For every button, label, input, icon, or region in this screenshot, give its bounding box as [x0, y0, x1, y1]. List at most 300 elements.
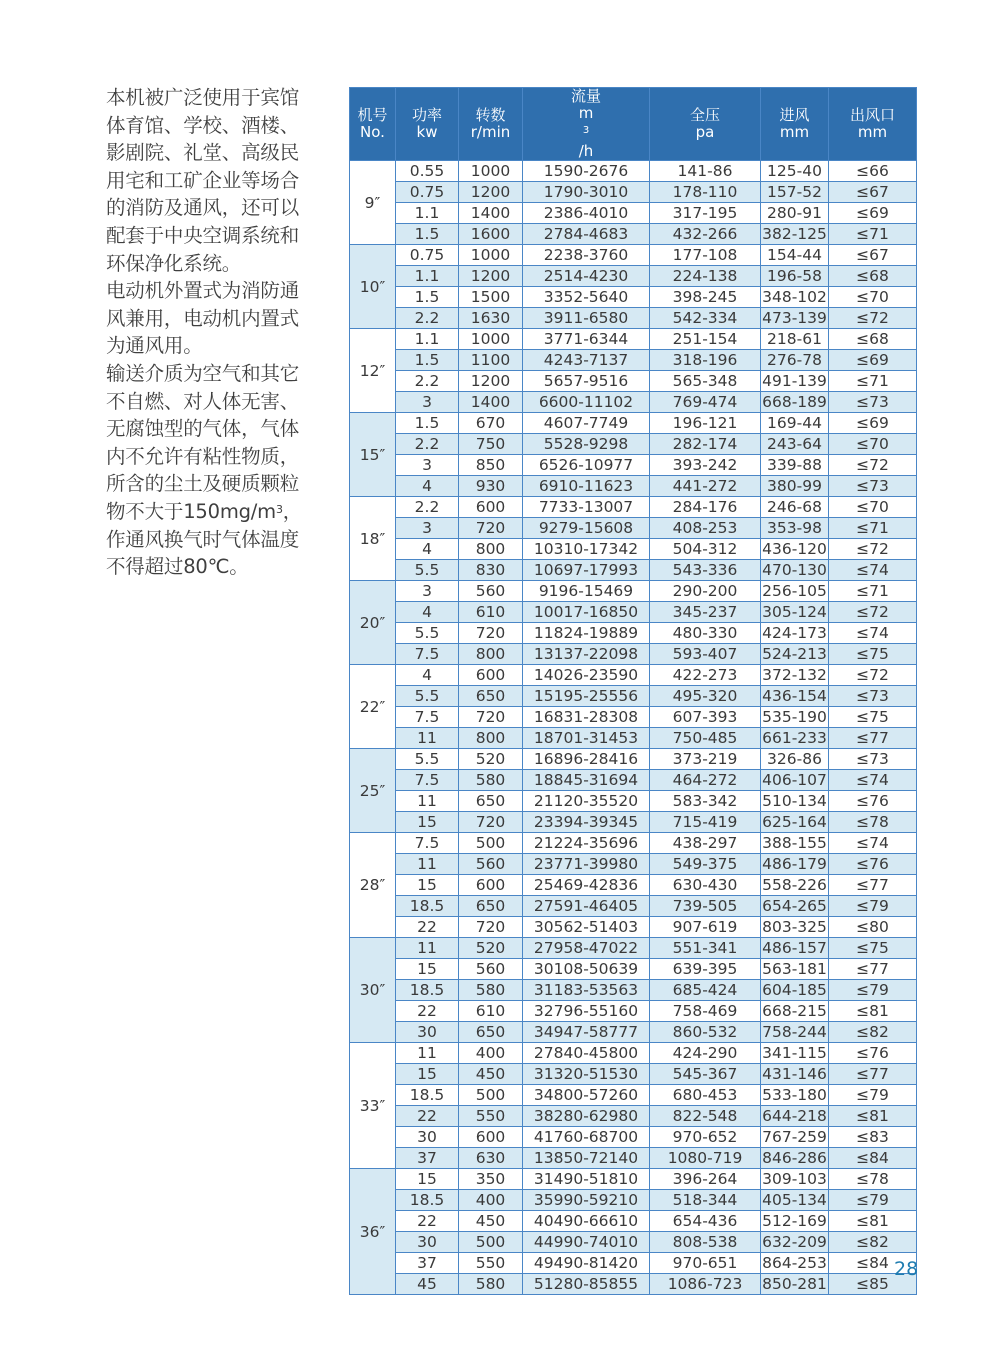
- outlet-cell: ≤68: [829, 266, 917, 287]
- inlet-cell: 767-259: [762, 1128, 827, 1146]
- power-cell: 7.5: [396, 770, 459, 791]
- flow-cell: 49490-81420: [523, 1253, 650, 1274]
- pressure-cell: 750-485: [650, 728, 761, 749]
- power-cell: 15: [396, 812, 459, 833]
- table-row: [350, 203, 917, 224]
- power-cell: 18.5: [396, 1190, 459, 1211]
- table-row: [350, 287, 917, 308]
- pressure-cell: 549-375: [650, 854, 761, 875]
- inlet-cell: 661-233: [762, 729, 827, 747]
- intro-paragraph-motor: 电动机外置式为消防通风兼用，电动机内置式为通风用。: [106, 279, 300, 358]
- flow-cell: 23394-39345: [523, 812, 650, 833]
- table-row: [350, 959, 917, 980]
- power-cell: 18.5: [396, 896, 459, 917]
- table-row: [350, 1043, 917, 1064]
- outlet-cell: ≤83: [829, 1127, 917, 1148]
- power-cell: 3: [396, 392, 459, 413]
- pressure-cell: 630-430: [650, 875, 761, 896]
- pressure-cell: 441-272: [650, 476, 761, 497]
- power-cell: 5.5: [396, 623, 459, 644]
- pressure-cell: 970-652: [650, 1127, 761, 1148]
- inlet-cell: 309-103: [762, 1170, 827, 1188]
- outlet-cell: ≤71: [829, 518, 917, 539]
- outlet-cell: ≤74: [829, 770, 917, 791]
- outlet-cell: ≤73: [829, 476, 917, 497]
- outlet-cell: ≤81: [829, 1211, 917, 1232]
- table-row: [350, 497, 917, 518]
- power-cell: 18.5: [396, 1085, 459, 1106]
- power-cell: 3: [396, 455, 459, 476]
- inlet-cell: 846-286: [762, 1149, 827, 1167]
- power-cell: 18.5: [396, 980, 459, 1001]
- speed-cell: 800: [459, 728, 523, 749]
- table-row: [350, 476, 917, 497]
- pressure-cell: 583-342: [650, 791, 761, 812]
- inlet-cell: 436-154: [762, 687, 827, 705]
- outlet-cell: ≤82: [829, 1232, 917, 1253]
- inlet-cell: 372-132: [762, 666, 827, 684]
- table-row: [350, 623, 917, 644]
- pressure-cell: 282-174: [650, 434, 761, 455]
- power-cell: 3: [396, 518, 459, 539]
- model-number-cell: 18″: [350, 497, 396, 581]
- page-number: 28: [894, 1258, 919, 1280]
- power-cell: 22: [396, 1001, 459, 1022]
- inlet-cell: 431-146: [762, 1065, 827, 1083]
- power-cell: 22: [396, 1211, 459, 1232]
- inlet-cell: 803-325: [762, 918, 827, 936]
- power-cell: 11: [396, 854, 459, 875]
- speed-cell: 560: [459, 854, 523, 875]
- power-cell: 4: [396, 476, 459, 497]
- inlet-cell: 382-125: [762, 225, 827, 243]
- header-label: 进风: [779, 106, 810, 124]
- inlet-cell: 276-78: [761, 350, 829, 371]
- power-cell: 7.5: [396, 833, 459, 854]
- inlet-cell: 473-139: [762, 309, 827, 327]
- pressure-cell: 141-86: [650, 161, 761, 182]
- power-cell: 30: [396, 1022, 459, 1043]
- flow-cell: 7733-13007: [523, 497, 650, 518]
- speed-cell: 600: [459, 875, 523, 896]
- speed-cell: 580: [459, 980, 523, 1001]
- pressure-cell: 565-348: [650, 371, 761, 392]
- table-row: [350, 1232, 917, 1253]
- model-number-cell: 15″: [350, 413, 396, 497]
- table-row: [350, 161, 917, 182]
- speed-cell: 800: [459, 539, 523, 560]
- model-number-cell: 20″: [350, 581, 396, 665]
- power-cell: 4: [396, 602, 459, 623]
- model-number-cell: 9″: [350, 161, 396, 245]
- inlet-cell: 524-213: [762, 645, 827, 663]
- flow-cell: 32796-55160: [523, 1001, 650, 1022]
- inlet-cell: 196-58: [761, 266, 829, 287]
- inlet-cell: 512-169: [762, 1212, 827, 1230]
- power-cell: 30: [396, 1127, 459, 1148]
- pressure-cell: 438-297: [650, 833, 761, 854]
- pressure-cell: 1080-719: [650, 1148, 761, 1169]
- table-row: [350, 854, 917, 875]
- table-row: [350, 749, 917, 770]
- table-row: [350, 560, 917, 581]
- pressure-cell: 822-548: [650, 1106, 761, 1127]
- inlet-cell: 339-88: [761, 455, 829, 476]
- pressure-cell: 715-419: [650, 812, 761, 833]
- flow-cell: 9279-15608: [523, 518, 650, 539]
- pressure-cell: 398-245: [650, 287, 761, 308]
- power-cell: 5.5: [396, 560, 459, 581]
- intro-paragraph-medium: [106, 360, 311, 581]
- header-unit-tail: /h: [578, 142, 594, 160]
- table-row: [350, 308, 917, 329]
- header-label: 转数: [475, 106, 506, 124]
- speed-cell: 720: [459, 623, 523, 644]
- speed-cell: 560: [459, 581, 523, 602]
- outlet-cell: ≤72: [829, 539, 917, 560]
- outlet-cell: ≤69: [829, 413, 917, 434]
- speed-cell: 720: [459, 812, 523, 833]
- outlet-cell: ≤79: [829, 896, 917, 917]
- speed-cell: 720: [459, 518, 523, 539]
- table-row: [350, 1022, 917, 1043]
- header-inlet: [761, 88, 829, 161]
- power-cell: 0.75: [396, 182, 459, 203]
- power-cell: 2.2: [396, 497, 459, 518]
- inlet-cell: 486-179: [762, 855, 827, 873]
- flow-cell: 16831-28308: [523, 707, 650, 728]
- speed-cell: 580: [459, 1274, 523, 1295]
- speed-cell: 580: [459, 770, 523, 791]
- table-row: [350, 1064, 917, 1085]
- table-row: [350, 917, 917, 938]
- speed-cell: 750: [459, 434, 523, 455]
- model-number-cell: 10″: [350, 245, 396, 329]
- pressure-cell: 251-154: [650, 329, 761, 350]
- flow-cell: 2784-4683: [523, 224, 650, 245]
- flow-cell: 2514-4230: [523, 266, 650, 287]
- outlet-cell: ≤74: [829, 560, 917, 581]
- pressure-cell: 1086-723: [650, 1274, 761, 1295]
- flow-cell: 4607-7749: [523, 413, 650, 434]
- flow-cell: 11824-19889: [523, 623, 650, 644]
- table-row: [350, 518, 917, 539]
- table-row: [350, 665, 917, 686]
- inlet-cell: 491-139: [762, 372, 827, 390]
- table-row: [350, 434, 917, 455]
- table-row: [350, 245, 917, 266]
- flow-cell: 6526-10977: [523, 455, 650, 476]
- speed-cell: 650: [459, 791, 523, 812]
- header-unit: r/min: [470, 123, 511, 141]
- intro-text: [106, 84, 311, 581]
- pressure-cell: 224-138: [650, 266, 761, 287]
- table-row: [350, 539, 917, 560]
- pressure-cell: 495-320: [650, 686, 761, 707]
- flow-cell: 9196-15469: [523, 581, 650, 602]
- speed-cell: 1000: [459, 245, 523, 266]
- pressure-cell: 396-264: [650, 1169, 761, 1190]
- pressure-cell: 178-110: [650, 182, 761, 203]
- power-cell: 11: [396, 1043, 459, 1064]
- outlet-cell: ≤70: [829, 287, 917, 308]
- inlet-cell: 326-86: [761, 749, 829, 770]
- flow-cell: 14026-23590: [523, 665, 650, 686]
- table-body: [350, 161, 917, 1295]
- pressure-cell: 543-336: [650, 560, 761, 581]
- header-total-pressure: [650, 88, 761, 161]
- inlet-cell: 157-52: [761, 182, 829, 203]
- power-cell: 1.1: [396, 266, 459, 287]
- power-cell: 0.55: [396, 161, 459, 182]
- flow-cell: 10697-17993: [523, 560, 650, 581]
- inlet-cell: 388-155: [762, 834, 827, 852]
- pressure-cell: 317-195: [650, 203, 761, 224]
- outlet-cell: ≤69: [829, 203, 917, 224]
- pressure-cell: 424-290: [650, 1043, 761, 1064]
- table-row: [350, 1253, 917, 1274]
- outlet-cell: ≤68: [829, 329, 917, 350]
- table-row: [350, 1106, 917, 1127]
- outlet-cell: ≤77: [829, 1064, 917, 1085]
- table-row: [350, 875, 917, 896]
- table-row: [350, 686, 917, 707]
- flow-cell: 10017-16850: [523, 602, 650, 623]
- power-cell: 37: [396, 1148, 459, 1169]
- flow-cell: 51280-85855: [523, 1274, 650, 1295]
- inlet-cell: 668-189: [762, 393, 827, 411]
- flow-cell: 3352-5640: [523, 287, 650, 308]
- speed-cell: 500: [459, 1085, 523, 1106]
- outlet-cell: ≤77: [829, 728, 917, 749]
- outlet-cell: ≤73: [829, 686, 917, 707]
- flow-cell: 16896-28416: [523, 749, 650, 770]
- table-row: [350, 938, 917, 959]
- power-cell: 30: [396, 1232, 459, 1253]
- flow-cell: 30562-51403: [523, 917, 650, 938]
- outlet-cell: ≤79: [829, 1085, 917, 1106]
- outlet-cell: ≤72: [829, 308, 917, 329]
- flow-cell: 31183-53563: [523, 980, 650, 1001]
- table-row: [350, 224, 917, 245]
- inlet-cell: 256-105: [762, 582, 827, 600]
- flow-cell: 27840-45800: [523, 1043, 650, 1064]
- table-row: [350, 182, 917, 203]
- power-cell: 1.5: [396, 224, 459, 245]
- flow-cell: 31490-51810: [523, 1169, 650, 1190]
- flow-cell: 35990-59210: [523, 1190, 650, 1211]
- outlet-cell: ≤69: [829, 350, 917, 371]
- table-row: [350, 1211, 917, 1232]
- flow-cell: 44990-74010: [523, 1232, 650, 1253]
- header-label: 全压: [689, 106, 720, 124]
- speed-cell: 520: [459, 938, 523, 959]
- table-row: [350, 392, 917, 413]
- pressure-cell: 680-453: [650, 1085, 761, 1106]
- model-number-cell: 33″: [350, 1043, 396, 1169]
- inlet-cell: 348-102: [762, 288, 827, 306]
- inlet-cell: 850-281: [762, 1275, 827, 1293]
- header-power: [396, 88, 459, 161]
- inlet-cell: 243-64: [761, 434, 829, 455]
- flow-cell: 23771-39980: [523, 854, 650, 875]
- outlet-cell: ≤80: [829, 917, 917, 938]
- speed-cell: 1500: [459, 287, 523, 308]
- speed-cell: 560: [459, 959, 523, 980]
- inlet-cell: 246-68: [761, 497, 829, 518]
- flow-cell: 27958-47022: [523, 938, 650, 959]
- speed-cell: 1400: [459, 203, 523, 224]
- intro-temperature-text: ，作通风换气时气体温度不得超过80℃。: [106, 499, 303, 579]
- inlet-cell: 424-173: [762, 624, 827, 642]
- speed-cell: 610: [459, 1001, 523, 1022]
- table-row: [350, 413, 917, 434]
- speed-cell: 830: [459, 560, 523, 581]
- speed-cell: 720: [459, 917, 523, 938]
- inlet-cell: 486-157: [762, 939, 827, 957]
- table-row: [350, 1001, 917, 1022]
- outlet-cell: ≤75: [829, 644, 917, 665]
- inlet-cell: 470-130: [762, 561, 827, 579]
- outlet-cell: ≤79: [829, 980, 917, 1001]
- outlet-cell: ≤76: [829, 1043, 917, 1064]
- table-row: [350, 602, 917, 623]
- table-row: [350, 350, 917, 371]
- table-row: [350, 329, 917, 350]
- power-cell: 5.5: [396, 686, 459, 707]
- pressure-cell: 464-272: [650, 770, 761, 791]
- outlet-cell: ≤73: [829, 392, 917, 413]
- speed-cell: 850: [459, 455, 523, 476]
- speed-cell: 600: [459, 665, 523, 686]
- outlet-cell: ≤67: [829, 245, 917, 266]
- speed-cell: 400: [459, 1043, 523, 1064]
- table-row: [350, 1274, 917, 1295]
- power-cell: 11: [396, 938, 459, 959]
- power-cell: 22: [396, 917, 459, 938]
- speed-cell: 1000: [459, 161, 523, 182]
- flow-cell: 30108-50639: [523, 959, 650, 980]
- header-outlet: [829, 88, 917, 161]
- outlet-cell: ≤85: [829, 1274, 917, 1295]
- outlet-cell: ≤82: [829, 1022, 917, 1043]
- intro-medium-text: 输送介质为空气和其它不自燃、对人体无害、无腐蚀型的气体，气体内不允许有粘性物质，所含的尘土及硬质颗粒物不大于150mg/m: [106, 361, 300, 523]
- pressure-cell: 739-505: [650, 896, 761, 917]
- header-unit: mm: [779, 123, 810, 141]
- outlet-cell: ≤77: [829, 959, 917, 980]
- flow-cell: 6600-11102: [523, 392, 650, 413]
- pressure-cell: 518-344: [650, 1190, 761, 1211]
- power-cell: 22: [396, 1106, 459, 1127]
- header-label: 机号: [357, 106, 388, 124]
- header-unit-base: m: [578, 104, 594, 122]
- header-flow: [523, 88, 650, 161]
- pressure-cell: 284-176: [650, 497, 761, 518]
- speed-cell: 500: [459, 1232, 523, 1253]
- speed-cell: 600: [459, 497, 523, 518]
- speed-cell: 670: [459, 413, 523, 434]
- flow-cell: 5528-9298: [523, 434, 650, 455]
- flow-cell: 2386-4010: [523, 203, 650, 224]
- speed-cell: 520: [459, 749, 523, 770]
- power-cell: 1.5: [396, 413, 459, 434]
- outlet-cell: ≤71: [829, 371, 917, 392]
- header-model-no: [350, 88, 396, 161]
- inlet-cell: 125-40: [761, 161, 829, 182]
- speed-cell: 1200: [459, 182, 523, 203]
- speed-cell: 600: [459, 1127, 523, 1148]
- table-row: [350, 1148, 917, 1169]
- header-unit: [523, 105, 649, 160]
- pressure-cell: 408-253: [650, 518, 761, 539]
- pressure-cell: 196-121: [650, 413, 761, 434]
- flow-cell: 1790-3010: [523, 182, 650, 203]
- table-row: [350, 266, 917, 287]
- model-number-cell: 30″: [350, 938, 396, 1043]
- header-unit: pa: [695, 123, 715, 141]
- inlet-cell: 644-218: [762, 1107, 827, 1125]
- outlet-cell: ≤67: [829, 182, 917, 203]
- inlet-cell: 533-180: [762, 1086, 827, 1104]
- pressure-cell: 504-312: [650, 539, 761, 560]
- flow-cell: 15195-25556: [523, 686, 650, 707]
- outlet-cell: ≤84: [829, 1253, 917, 1274]
- flow-cell: 41760-68700: [523, 1127, 650, 1148]
- power-cell: 15: [396, 1064, 459, 1085]
- flow-cell: 25469-42836: [523, 875, 650, 896]
- outlet-cell: ≤70: [829, 497, 917, 518]
- flow-cell: 27591-46405: [523, 896, 650, 917]
- speed-cell: 550: [459, 1253, 523, 1274]
- inlet-cell: 154-44: [761, 245, 829, 266]
- power-cell: 1.1: [396, 203, 459, 224]
- speed-cell: 1100: [459, 350, 523, 371]
- pressure-cell: 177-108: [650, 245, 761, 266]
- pressure-cell: 970-651: [650, 1253, 761, 1274]
- speed-cell: 610: [459, 602, 523, 623]
- power-cell: 5.5: [396, 749, 459, 770]
- model-number-cell: 28″: [350, 833, 396, 938]
- speed-cell: 350: [459, 1169, 523, 1190]
- header-unit: kw: [416, 123, 438, 141]
- pressure-cell: 758-469: [650, 1001, 761, 1022]
- flow-cell: 4243-7137: [523, 350, 650, 371]
- pressure-cell: 393-242: [650, 455, 761, 476]
- table-row: [350, 644, 917, 665]
- outlet-cell: ≤79: [829, 1190, 917, 1211]
- table-row: [350, 455, 917, 476]
- table-row: [350, 707, 917, 728]
- power-cell: 15: [396, 875, 459, 896]
- table-row: [350, 728, 917, 749]
- table-row: [350, 1127, 917, 1148]
- speed-cell: 450: [459, 1064, 523, 1085]
- pressure-cell: 542-334: [650, 308, 761, 329]
- flow-cell: 38280-62980: [523, 1106, 650, 1127]
- outlet-cell: ≤71: [829, 224, 917, 245]
- pressure-cell: 593-407: [650, 644, 761, 665]
- flow-cell: 34800-57260: [523, 1085, 650, 1106]
- power-cell: 4: [396, 539, 459, 560]
- inlet-cell: 405-134: [762, 1191, 827, 1209]
- pressure-cell: 607-393: [650, 707, 761, 728]
- flow-cell: 2238-3760: [523, 245, 650, 266]
- speed-cell: 1600: [459, 224, 523, 245]
- header-unit: mm: [857, 123, 888, 141]
- pressure-cell: 639-395: [650, 959, 761, 980]
- speed-cell: 550: [459, 1106, 523, 1127]
- outlet-cell: ≤78: [829, 1169, 917, 1190]
